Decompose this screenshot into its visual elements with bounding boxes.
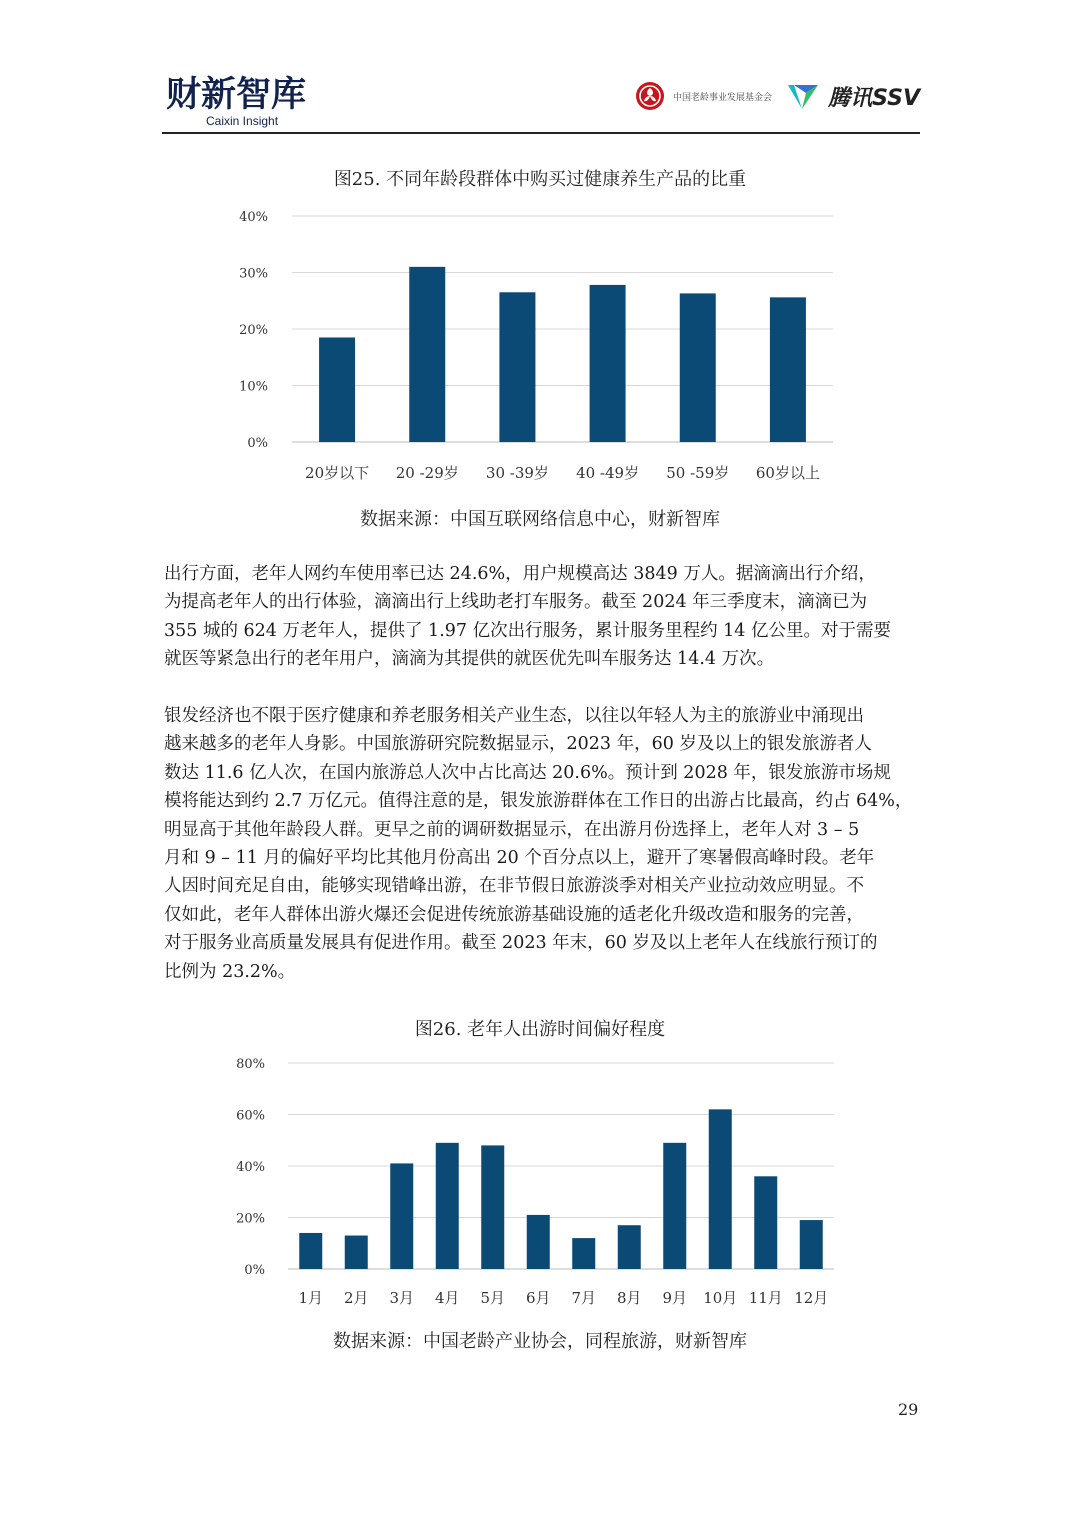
paragraph-line: 为提高老年人的出行体验，滴滴出行上线助老打车服务。截至 2024 年三季度末，滴滴已为 bbox=[164, 592, 868, 613]
x-category-label: 7月 bbox=[571, 1289, 597, 1307]
paragraph-line: 355 城的 624 万老年人，提供了 1.97 亿次出行服务，累计服务里程约 14 亿公里。对于需要 bbox=[164, 620, 891, 641]
brand-logo bbox=[166, 76, 306, 128]
bar bbox=[319, 337, 355, 442]
bar bbox=[800, 1220, 823, 1269]
foundation-seal-icon bbox=[635, 81, 665, 111]
x-category-label: 1月 bbox=[298, 1289, 324, 1307]
x-category-label: 50 -59岁 bbox=[666, 464, 730, 482]
y-tick-label: 0% bbox=[247, 436, 268, 451]
brand-name-en: Caixin Insight bbox=[206, 114, 279, 128]
paragraph-line: 仅如此，老年人群体出游火爆还会促进传统旅游基础设施的适老化升级改造和服务的完善， bbox=[164, 904, 864, 925]
x-category-label: 4月 bbox=[434, 1289, 460, 1307]
bar bbox=[754, 1176, 777, 1269]
bar bbox=[709, 1109, 732, 1269]
y-tick-label: 80% bbox=[236, 1057, 265, 1072]
x-category-label: 10月 bbox=[703, 1289, 738, 1307]
bar bbox=[499, 292, 535, 442]
paragraph-line: 数达 11.6 亿人次，在国内旅游总人次中占比高达 20.6%。预计到 2028 年，银发旅游市场规 bbox=[164, 762, 891, 783]
figure-26-title: 图26. 老年人出游时间偏好程度 bbox=[414, 1019, 666, 1040]
brand-name-cn: 财新智库 bbox=[166, 75, 307, 115]
paragraph-line: 就医等紧急出行的老年用户，滴滴为其提供的就医优先叫车服务达 14.4 万次。 bbox=[164, 649, 775, 670]
y-tick-label: 20% bbox=[239, 323, 268, 338]
body-paragraph-ride-hailing bbox=[164, 560, 918, 674]
paragraph-line: 银发经济也不限于医疗健康和养老服务相关产业生态，以往以年轻人为主的旅游业中涌现出 bbox=[164, 706, 864, 726]
x-category-label: 11月 bbox=[748, 1289, 783, 1307]
bar bbox=[481, 1145, 504, 1269]
body-paragraph-silver-tourism bbox=[164, 702, 918, 986]
y-tick-label: 40% bbox=[239, 210, 268, 225]
bar bbox=[390, 1163, 413, 1269]
paragraph-line: 越来越多的老年人身影。中国旅游研究院数据显示，2023 年，60 岁及以上的银发旅游者人 bbox=[164, 734, 872, 755]
x-category-label: 12月 bbox=[794, 1289, 829, 1307]
bar bbox=[770, 297, 806, 442]
figure-25-bar-chart bbox=[0, 200, 1080, 500]
bar bbox=[345, 1236, 368, 1269]
header-rule bbox=[162, 132, 920, 134]
paragraph-line: 人因时间充足自由，能够实现错峰出游，在非节假日旅游淡季对相关产业拉动效应明显。不 bbox=[164, 876, 864, 897]
figure-25-title: 图25. 不同年龄段群体中购买过健康养生产品的比重 bbox=[333, 169, 747, 190]
bar bbox=[618, 1225, 641, 1269]
x-category-label: 2月 bbox=[343, 1289, 369, 1307]
partner-logos bbox=[635, 76, 920, 116]
bar bbox=[680, 293, 716, 442]
bar bbox=[527, 1215, 550, 1269]
bar bbox=[663, 1143, 686, 1269]
y-tick-label: 10% bbox=[239, 379, 268, 395]
bar bbox=[572, 1238, 595, 1269]
y-tick-label: 30% bbox=[239, 266, 268, 282]
paragraph-line: 比例为 23.2%。 bbox=[164, 961, 296, 982]
figure-26-source: 数据来源：中国老龄产业协会，同程旅游，财新智库 bbox=[333, 1331, 747, 1352]
x-category-label: 3月 bbox=[389, 1289, 415, 1307]
x-category-label: 9月 bbox=[662, 1289, 688, 1307]
y-tick-label: 40% bbox=[236, 1160, 265, 1175]
bar bbox=[590, 285, 626, 442]
x-category-label: 60岁以上 bbox=[755, 464, 820, 482]
figure-25-source: 数据来源：中国互联网络信息中心，财新智库 bbox=[360, 509, 720, 530]
x-category-label: 20岁以下 bbox=[305, 464, 370, 482]
bar bbox=[299, 1233, 322, 1269]
paragraph-line: 模将能达到约 2.7 万亿元。值得注意的是，银发旅游群体在工作日的出游占比最高，约占 64%， bbox=[164, 791, 913, 812]
paragraph-line: 出行方面，老年人网约车使用率已达 24.6%，用户规模高达 3849 万人。据滴滴出行介绍， bbox=[164, 564, 876, 584]
partner-foundation-name: 中国老龄事业发展基金会 bbox=[673, 92, 773, 103]
x-category-label: 6月 bbox=[525, 1289, 551, 1307]
x-category-label: 40 -49岁 bbox=[576, 464, 640, 482]
x-category-label: 5月 bbox=[480, 1289, 506, 1307]
y-tick-label: 0% bbox=[244, 1263, 265, 1278]
page-number: 29 bbox=[898, 1400, 919, 1419]
x-category-label: 30 -39岁 bbox=[485, 464, 549, 482]
y-tick-label: 20% bbox=[236, 1211, 265, 1227]
figure-26-bar-chart bbox=[0, 1050, 1080, 1320]
bar bbox=[409, 267, 445, 442]
x-category-label: 20 -29岁 bbox=[395, 464, 459, 482]
paragraph-line: 明显高于其他年龄段人群。更早之前的调研数据显示，在出游月份选择上，老年人对 3 – 5 bbox=[164, 819, 860, 840]
bar bbox=[436, 1143, 459, 1269]
tencent-ssv-logo-icon bbox=[786, 81, 820, 111]
y-tick-label: 60% bbox=[236, 1108, 265, 1124]
paragraph-line: 月和 9 – 11 月的偏好平均比其他月份高出 20 个百分点以上，避开了寒暑假高峰时段。老年 bbox=[164, 848, 875, 869]
x-category-label: 8月 bbox=[616, 1289, 642, 1307]
partner-ssv-name: 腾讯SSV bbox=[828, 85, 920, 111]
paragraph-line: 对于服务业高质量发展具有促进作用。截至 2023 年末，60 岁及以上老年人在线旅行预订的 bbox=[164, 933, 878, 954]
